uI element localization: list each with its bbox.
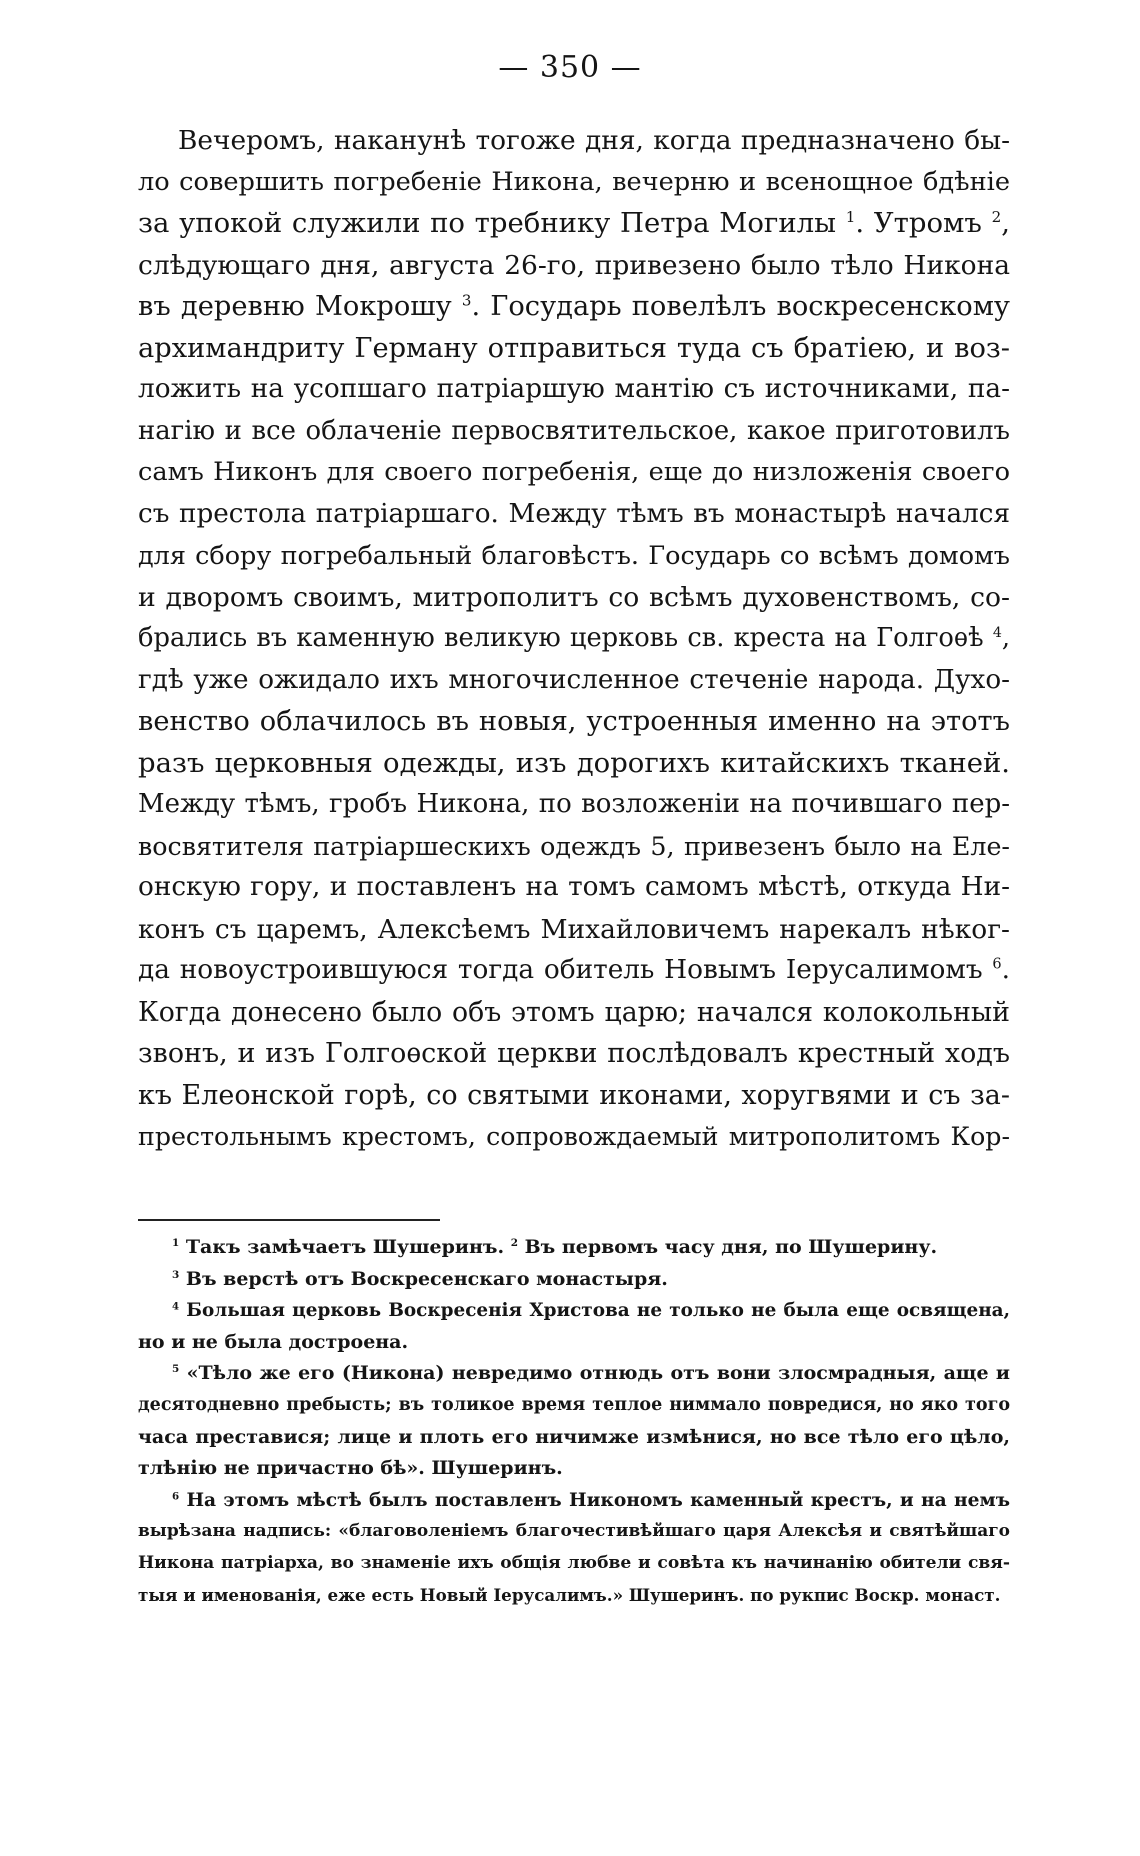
footnote-ref: 1: [845, 208, 856, 227]
footnote-line: тлѣнію не причастно бѣ». Шушеринъ.: [138, 1457, 563, 1480]
text-line: Когда донесено было объ этомъ царю; начался колокольный: [138, 996, 1010, 1028]
text-line: Вечеромъ, наканунѣ тогоже дня, когда предназначено бы-: [178, 125, 1010, 156]
text-line: въ деревню Мокрошу $^3$. Государь повелѣлъ воскресенскому: [138, 291, 1010, 322]
footnote-line: $^1$ Такъ замѣчаетъ Шушеринъ. $^2$ Въ первомъ часу дня, по Шушерину.: [172, 1236, 938, 1258]
footnote-divider: [138, 1219, 440, 1221]
page-number: — 350 —: [498, 50, 642, 85]
text-line: слѣдующаго дня, августа 26-го, привезено было тѣло Никона: [138, 249, 1010, 281]
text-line: ложить на усопшаго патріаршую мантію съ источниками, па-: [138, 374, 1010, 404]
text-line: брались въ каменную великую церковь св. креста на Голгоѳѣ $^4$,: [138, 623, 1010, 653]
footnote-line: но и не была достроена.: [138, 1330, 409, 1353]
footnote-ref: 5: [650, 830, 667, 861]
footnote-ref: 6: [992, 956, 1002, 973]
text-line: за упокой служили по требнику Петра Могилы $^1$. Утромъ $^2$,: [138, 207, 1010, 239]
footnote-line: $^5$ «Тѣло же его (Никона) невредимо отнюдь отъ вони злосмрадныя, аще и: [172, 1362, 1010, 1385]
footnote-line: $^3$ Въ верстѣ отъ Воскресенскаго монастыря.: [172, 1267, 668, 1290]
text-line: восвятителя патріаршескихъ одеждъ 5, привезенъ было на Еле-: [138, 830, 1010, 861]
text-line: венство облачилось въ новыя, устроенныя именно на этотъ: [138, 706, 1010, 737]
text-line: и дворомъ своимъ, митрополитъ со всѣмъ духовенствомъ, со-: [138, 581, 1010, 613]
text-line: архимандриту Герману отправиться туда съ братіею, и воз-: [138, 332, 1010, 364]
footnote-ref: 3: [461, 291, 472, 310]
text-line: разъ церковныя одежды, изъ дорогихъ китайскихъ тканей.: [138, 746, 1010, 779]
footnote-line: десятодневно пребысть; въ толикое время теплое ниммало повредися, но яко того: [138, 1394, 1010, 1415]
footnote-line: вырѣзана надпись: «благоволеніемъ благочестивѣйшаго царя Алексѣя и святѣйшаго: [138, 1521, 1010, 1542]
footnote-line: часа преставися; лице и плоть его ничимже измѣнися, но все тѣло его цѣло,: [138, 1425, 1010, 1448]
text-line: звонъ, и изъ Голгоѳской церкви послѣдовалъ крестный ходъ: [138, 1038, 1010, 1069]
text-line: съ престола патріаршаго. Между тѣмъ въ монастырѣ начался: [138, 498, 1010, 529]
text-line: нагію и все облаченіе первосвятительское, какое приготовилъ: [138, 415, 1010, 446]
text-line: ло совершить погребеніе Никона, вечерню и всенощное бдѣніе: [138, 166, 1010, 197]
text-line: къ Елеонской горѣ, со святыми иконами, хоругвями и съ за-: [138, 1079, 1010, 1111]
footnote-line: тыя и именованія, еже есть Новый Іерусалимъ.» Шушеринъ. по рукпис Воскр. монаст.: [138, 1584, 1001, 1605]
footnote-line: $^6$ На этомъ мѣстѣ былъ поставленъ Никономъ каменный крестъ, и на немъ: [172, 1489, 1010, 1511]
text-line: для сбору погребальный благовѣстъ. Государь со всѣмъ домомъ: [138, 540, 1010, 570]
text-line: гдѣ уже ожидало ихъ многочисленное стеченіе народа. Духо-: [138, 664, 1010, 695]
text-line: да новоустроившуюся тогда обитель Новымъ Іерусалимомъ $^6$.: [138, 955, 1010, 985]
text-line: Между тѣмъ, гробъ Никона, по возложеніи на почившаго пер-: [138, 789, 1010, 819]
footnote-line: $^4$ Большая церковь Воскресенія Христова не только не была еще освящена,: [172, 1300, 1011, 1322]
main-text: [138, 120, 1010, 1158]
text-line: онскую гору, и поставленъ на томъ самомъ мѣстѣ, откуда Ни-: [138, 872, 1010, 902]
footnotes: [138, 1232, 1010, 1611]
footnote-line: Никона патріарха, во знаменіе ихъ общія любве и совѣта къ начинанію обители свя-: [138, 1552, 1010, 1573]
footnote-ref: 4: [992, 624, 1002, 641]
footnote-ref: 2: [991, 208, 1002, 227]
text-line: самъ Никонъ для своего погребенія, еще до низложенія своего: [138, 457, 1010, 487]
text-line: конъ съ царемъ, Алексѣемъ Михайловичемъ нарекалъ нѣког-: [138, 913, 1010, 945]
text-line: престольнымъ крестомъ, сопровождаемый митрополитомъ Кор-: [138, 1122, 1010, 1151]
